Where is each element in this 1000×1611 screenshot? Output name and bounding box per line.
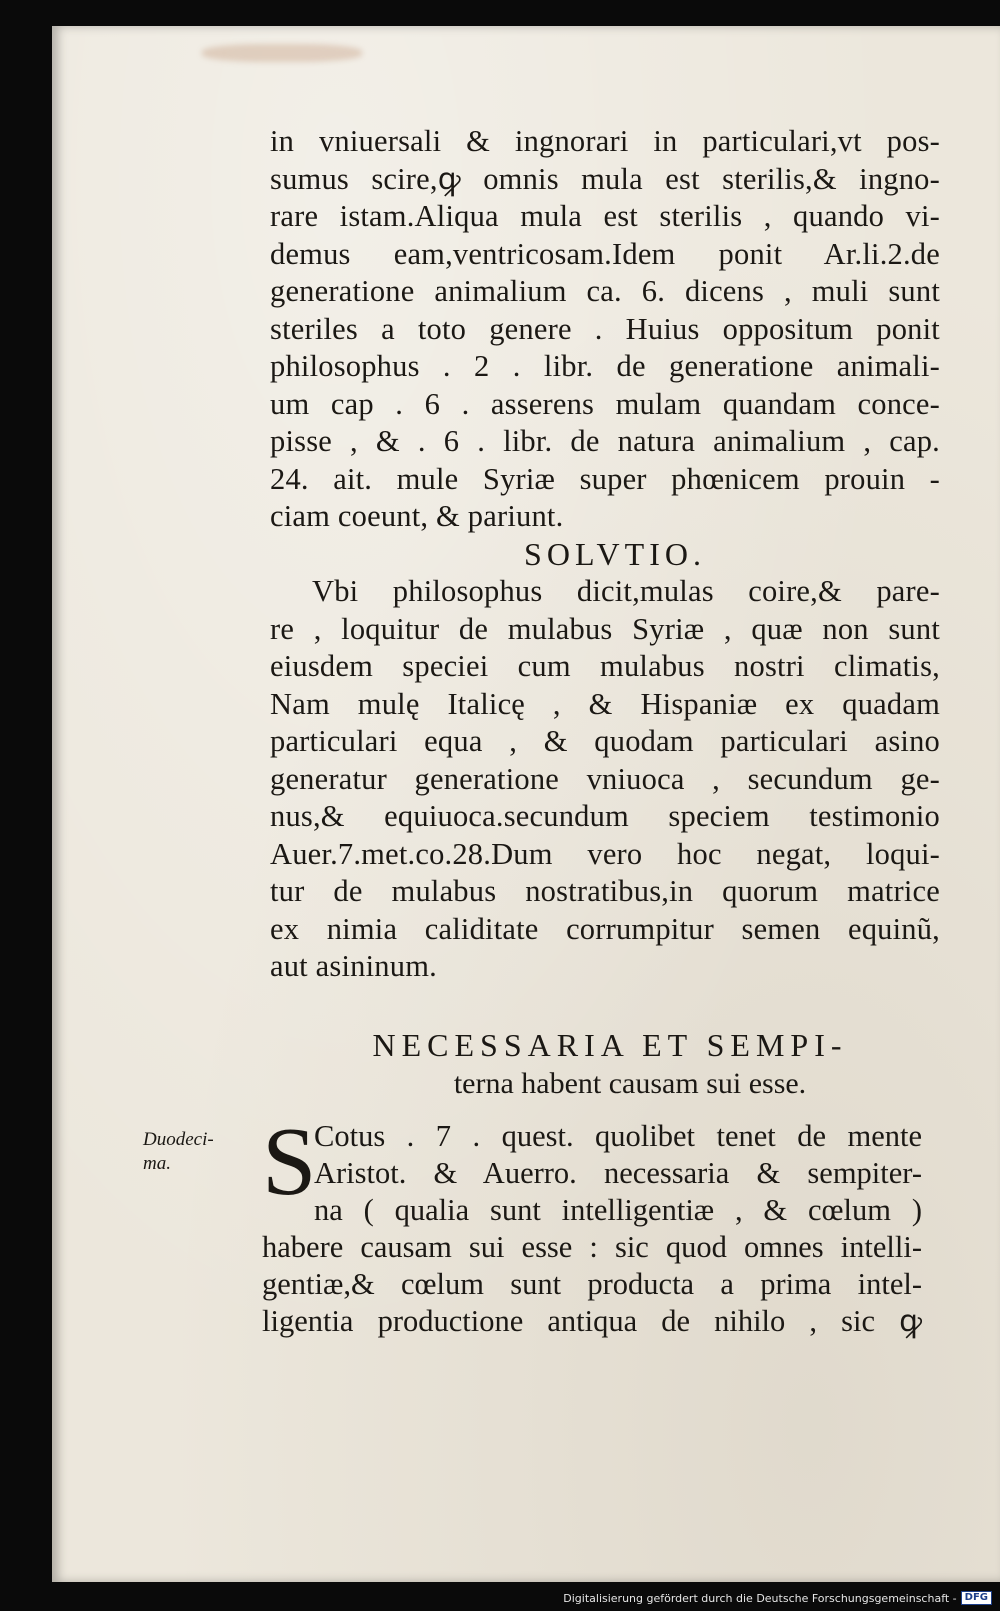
text-line: in vniuersali & ingnorari in particulari,vt pos- — [270, 124, 940, 158]
text-line: habere causam sui esse : sic quod omnes intelli- — [262, 1230, 922, 1264]
text-line: tur de mulabus nostratibus,in quorum matrice — [270, 874, 940, 908]
footer-credit: Digitalisierung gefördert durch die Deutsche Forschungsgemeinschaft - — [563, 1591, 957, 1605]
text-line: Nam mulę Italicę , & Hispaniæ ex quadam — [270, 686, 940, 721]
text-line: Vbi philosophus dicit,mulas coire,& pare- — [312, 574, 940, 608]
section-title-line: terna habent causam sui esse. — [453, 1067, 807, 1100]
text-line: pisse , & . 6 . libr. de natura animalium , cap. — [270, 424, 940, 458]
solutio-heading: SOLVTIO. — [524, 535, 706, 572]
upper-text-block — [270, 123, 940, 986]
text-line: generatione animalium ca. 6. dicens , muli sunt — [270, 274, 940, 308]
page-stain — [202, 44, 362, 62]
text-line: generatur generatione vniuoca , secundum ge- — [270, 761, 940, 796]
section-title-line: NECESSARIA ET SEMPI- — [372, 1027, 848, 1063]
text-line: steriles a toto genere . Huius oppositum ponit — [270, 311, 940, 346]
digitization-footer — [563, 1591, 992, 1605]
text-line: na ( qualia sunt intelligentiæ , & cœlum ) — [314, 1193, 922, 1227]
text-line: um cap . 6 . asserens mulam quandam conce- — [270, 386, 940, 421]
text-line: ligentia productione antiqua de nihilo , sic ꝙ — [262, 1304, 922, 1338]
text-line: re , loquitur de mulabus Syriæ , quæ non sunt — [270, 611, 940, 646]
text-line: particulari equa , & quodam particulari asino — [270, 724, 940, 758]
text-line: rare istam.Aliqua mula est sterilis , quando vi- — [270, 199, 940, 233]
text-line: demus eam,ventricosam.Idem ponit Ar.li.2.de — [270, 236, 940, 271]
text-line: philosophus . 2 . libr. de generatione animali- — [270, 349, 940, 383]
text-line: sumus scire,ꝙ omnis mula est sterilis,& ingno- — [270, 161, 940, 196]
text-line: 24. ait. mule Syriæ super phœnicem prouin - — [270, 461, 940, 496]
margin-note-line: ma. — [143, 1153, 171, 1174]
section-title — [300, 1027, 920, 1107]
text-line: Cotus . 7 . quest. quolibet tenet de mente — [314, 1119, 922, 1153]
text-line: Auer.7.met.co.28.Dum vero hoc negat, loqui- — [270, 836, 940, 871]
dfg-logo-icon: DFG — [961, 1591, 992, 1605]
text-line: ciam coeunt, & pariunt. — [270, 499, 564, 533]
section-text-block — [262, 1108, 922, 1340]
text-line: Aristot. & Auerro. necessaria & sempiter- — [314, 1156, 922, 1190]
drop-capital: S — [262, 1108, 317, 1216]
margin-note-line: Duodeci- — [143, 1129, 214, 1150]
text-line: ex nimia caliditate corrumpitur semen equinũ, — [270, 911, 940, 946]
text-line: nus,& equiuoca.secundum speciem testimonio — [270, 799, 940, 833]
margin-note — [143, 1128, 214, 1176]
text-line: eiusdem speciei cum mulabus nostri climatis, — [270, 649, 940, 683]
text-line: gentiæ,& cœlum sunt producta a prima intel- — [262, 1267, 922, 1301]
text-line: aut asininum. — [270, 949, 437, 983]
